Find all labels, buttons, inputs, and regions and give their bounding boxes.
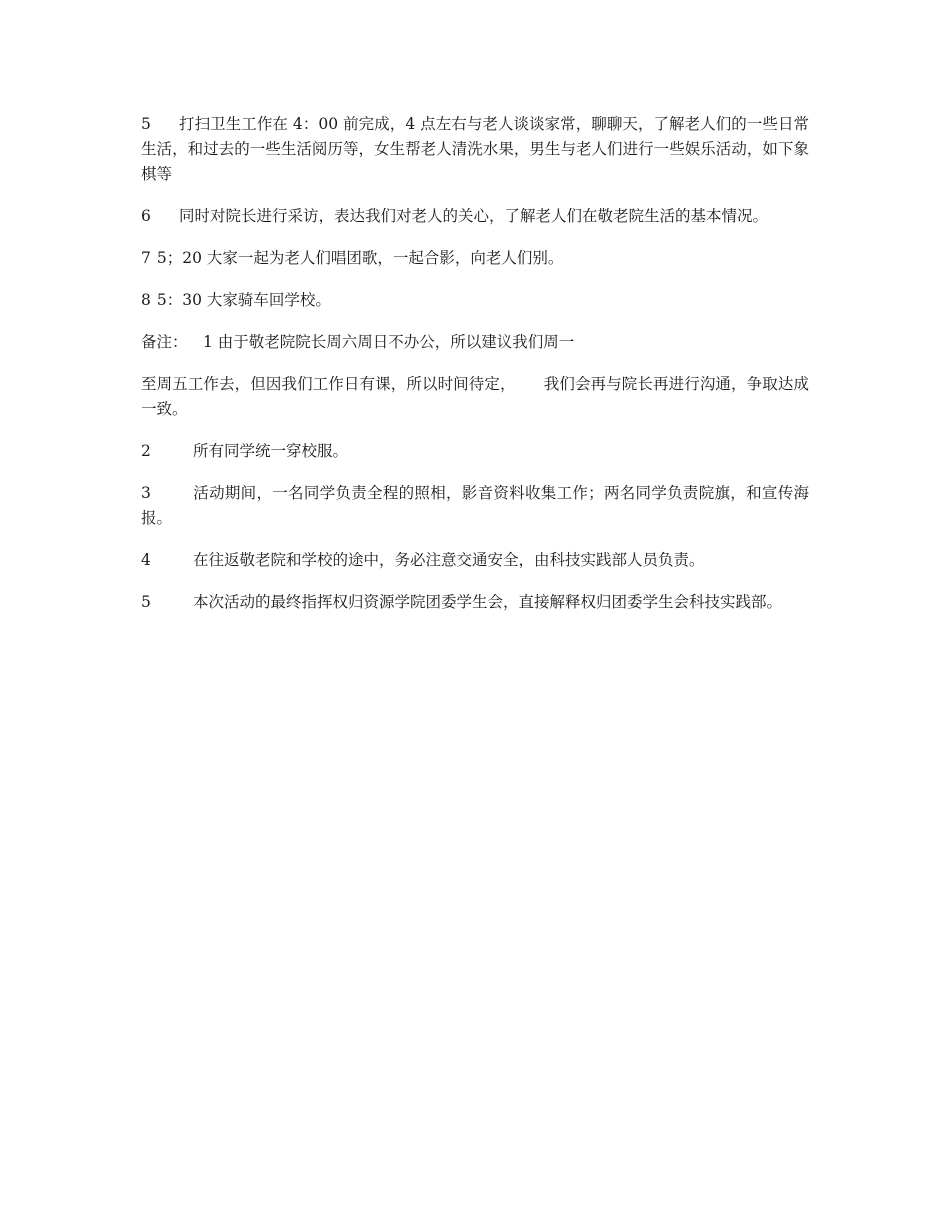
note-continuation <box>141 372 809 422</box>
note-item-3 <box>141 481 809 531</box>
item-text: 在往返敬老院和学校的途中，务必注意交通安全，由科技实践部人员负责。 <box>193 551 705 569</box>
item-text: 本次活动的最终指挥权归资源学院团委学生会，直接解释权归团委学生会科技实践部。 <box>193 593 783 611</box>
document-page <box>141 112 809 632</box>
item-text: 5：30 大家骑车回学校。 <box>156 291 331 309</box>
note-label: 备注： <box>141 333 188 351</box>
item-text: 活动期间，一名同学负责全程的照相，影音资料收集工作；两名同学负责院旗，和宣传海报。 <box>141 484 809 527</box>
item-number: 5 <box>141 115 151 133</box>
list-item-7 <box>141 246 809 271</box>
item-text: 5；20 大家一起为老人们唱团歌，一起合影，向老人们别。 <box>156 249 564 267</box>
item-text: 同时对院长进行采访，表达我们对老人的关心，了解老人们在敬老院生活的基本情况。 <box>179 207 769 225</box>
note-item-4 <box>141 548 809 573</box>
item-number: 8 <box>141 291 151 309</box>
note-item-2 <box>141 439 809 464</box>
list-item-6 <box>141 204 809 229</box>
item-text: 所有同学统一穿校服。 <box>193 442 349 460</box>
note-first-line <box>141 330 809 355</box>
item-text: 打扫卫生工作在 4：00 前完成，4 点左右与老人谈谈家常，聊聊天，了解老人们的一些日常生活，和过去的一些生活阅历等，女生帮老人清洗水果，男生与老人们进行一些娱乐活动，如下象棋等 <box>141 115 809 183</box>
item-number: 2 <box>141 442 151 460</box>
item-number: 7 <box>141 249 151 267</box>
note-text: 1 由于敬老院院长周六周日不办公，所以建议我们周一 <box>203 333 575 351</box>
item-number: 5 <box>141 593 151 611</box>
note-continuation-b: 我们会再与院长再进行沟通，争取达成一致。 <box>141 375 809 418</box>
note-continuation-a: 至周五工作去，但因我们工作日有课，所以时间待定， <box>141 375 516 393</box>
item-number: 3 <box>141 484 151 502</box>
item-number: 6 <box>141 207 151 225</box>
note-item-5 <box>141 590 809 615</box>
item-number: 4 <box>141 551 151 569</box>
list-item-5 <box>141 112 809 187</box>
list-item-8 <box>141 288 809 313</box>
